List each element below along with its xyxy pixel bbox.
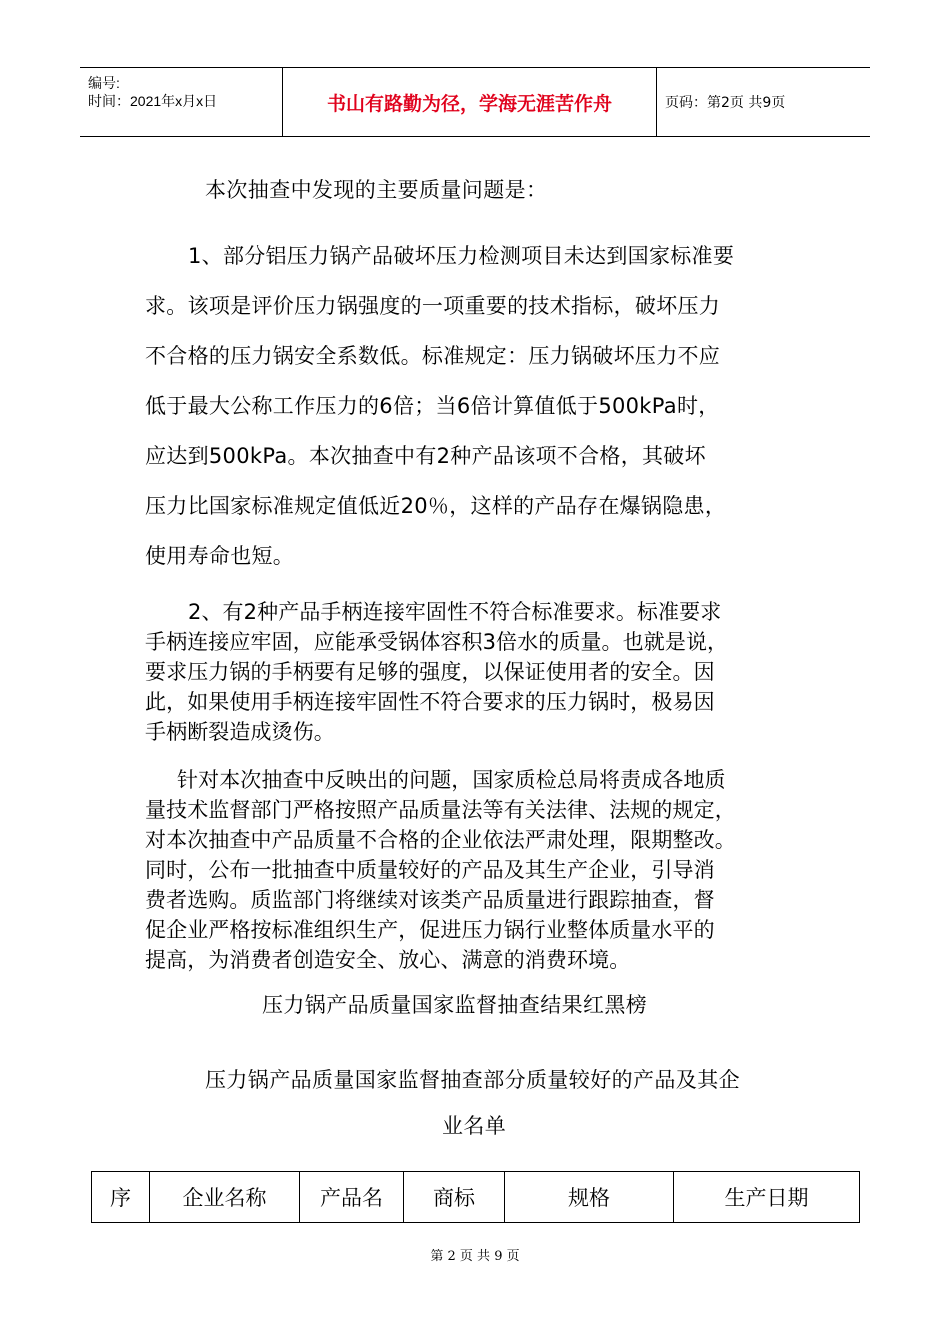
paragraph-line: 要求压力锅的手柄要有足够的强度，以保证使用者的安全。因 xyxy=(145,660,715,684)
header-time-label: 时间：2021年x月x日 xyxy=(88,93,218,109)
header-page-label: 页码：第2页 共9页 xyxy=(665,95,786,111)
table-header-cell: 规格 xyxy=(505,1172,674,1222)
table-header-cell: 企业名称 xyxy=(150,1172,300,1222)
page-header xyxy=(80,67,870,137)
paragraph-line: 此，如果使用手柄连接牢固性不符合要求的压力锅时，极易因 xyxy=(145,690,715,714)
list-heading-line-2: 业名单 xyxy=(442,1114,507,1138)
table-header-cell: 商标 xyxy=(404,1172,505,1222)
paragraph-line: 求。该项是评价压力锅强度的一项重要的技术指标，破坏压力 xyxy=(145,294,721,318)
results-heading: 压力锅产品质量国家监督抽查结果红黑榜 xyxy=(262,993,648,1017)
table-header-cell: 产品名 xyxy=(300,1172,404,1222)
paragraph-line: 促企业严格按标准组织生产，促进压力锅行业整体质量水平的 xyxy=(145,918,715,942)
paragraph-line: 压力比国家标准规定值低近20％，这样的产品存在爆锅隐患， xyxy=(145,494,727,518)
paragraph-line: 量技术监督部门严格按照产品质量法等有关法律、法规的规定， xyxy=(145,798,736,822)
table-header-cell: 序 xyxy=(92,1172,150,1222)
paragraph-line: 提高，为消费者创造安全、放心、满意的消费环境。 xyxy=(145,948,631,972)
paragraph-line: 费者选购。质监部门将继续对该类产品质量进行跟踪抽查，督 xyxy=(145,888,715,912)
paragraph-3 xyxy=(145,765,736,975)
paragraph-2 xyxy=(145,597,728,747)
paragraph-line: 手柄断裂造成烫伤。 xyxy=(145,720,335,744)
paragraph-1 xyxy=(145,236,734,586)
paragraph-line: 不合格的压力锅安全系数低。标准规定：压力锅破坏压力不应 xyxy=(145,344,721,368)
paragraph-line: 应达到500kPa。本次抽查中有2种产品该项不合格，其破坏 xyxy=(145,444,706,468)
header-motto: 书山有路勤为径，学海无涯苦作舟 xyxy=(283,68,657,136)
paragraph-line: 对本次抽查中产品质量不合格的企业依法严肃处理，限期整改。 xyxy=(145,828,736,852)
paragraph-line: 手柄连接应牢固，应能承受锅体容积3倍水的质量。也就是说， xyxy=(145,630,729,654)
list-heading-line-1: 压力锅产品质量国家监督抽查部分质量较好的产品及其企 xyxy=(205,1068,740,1092)
header-number-label: 编号: xyxy=(88,75,120,91)
table-header-cell: 生产日期 xyxy=(724,1186,809,1210)
paragraph-line: 1、部分铝压力锅产品破坏压力检测项目未达到国家标准要 xyxy=(188,244,735,268)
header-meta xyxy=(80,68,283,136)
paragraph-line: 低于最大公称工作压力的6倍；当6倍计算值低于500kPa时， xyxy=(145,394,720,418)
paragraph-line: 使用寿命也短。 xyxy=(145,544,295,568)
intro-text: 本次抽查中发现的主要质量问题是： xyxy=(205,178,548,202)
paragraph-line: 同时，公布一批抽查中质量较好的产品及其生产企业，引导消 xyxy=(145,858,715,882)
results-table xyxy=(91,1171,860,1223)
page-footer: 第 2 页 共 9 页 xyxy=(430,1249,520,1264)
paragraph-line: 针对本次抽查中反映出的问题，国家质检总局将责成各地质 xyxy=(177,768,726,792)
paragraph-line: 2、有2种产品手柄连接牢固性不符合标准要求。标准要求 xyxy=(188,600,722,624)
